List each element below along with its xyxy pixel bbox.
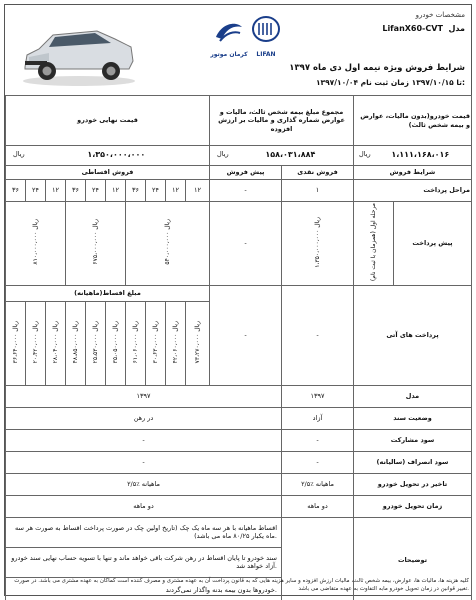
model-installment: ۱۳۹۷ xyxy=(6,385,282,407)
months-cell: ۳۶ xyxy=(126,180,146,202)
model-value: LifanX60-CVT xyxy=(382,24,443,33)
delay-cash: ۲/۵٪ ماهیانه xyxy=(282,473,354,495)
tax-cell: ریال ۱۵۸،۰۳۱،۸۸۴ xyxy=(210,146,354,166)
installment-value: ۴۲،۰۶۰،۰۰۰ ریال xyxy=(166,301,186,385)
final-price-label: قیمت نهایی خودرو xyxy=(6,96,210,146)
installment-value: ۲۸،۰۴۰،۰۰۰ ریال xyxy=(46,301,66,385)
months-cell: ۲۴ xyxy=(86,180,106,202)
deposit-sublabel: مرحله اول (همزمان با ثبت نام) xyxy=(354,202,394,286)
cash-sale-header: فروش نقدی xyxy=(282,166,354,180)
note-3: خودروها بدون بیمه بدنه واگذار نمی‌گردند. xyxy=(6,577,282,600)
cancel-installment: - xyxy=(6,451,282,473)
installment-value: ۳۶،۶۴۰،۰۰۰ ریال xyxy=(6,301,26,385)
stage-pre: - xyxy=(210,180,282,202)
doc-installment: در رهن xyxy=(6,407,282,429)
net-price-label: قیمت خودرو(بدون مالیات، عوارض و بیمه شخص ثالث) xyxy=(354,96,472,146)
conditions-table xyxy=(5,95,472,600)
doc-cash: آزاد xyxy=(282,407,354,429)
months-cell: ۱۲ xyxy=(46,180,66,202)
lifan-wordmark: LIFAN xyxy=(256,51,276,58)
pre-sale-header: پیش فروش xyxy=(210,166,282,180)
delivery-row-label: زمان تحویل خودرو xyxy=(354,495,472,517)
price-sheet xyxy=(4,4,472,596)
deposit-label: پیش پرداخت xyxy=(394,202,472,286)
notes-row-label: توضیحات xyxy=(354,517,472,600)
participation-row-label: سود مشارکت xyxy=(354,429,472,451)
spec-label: مشخصات خودرو xyxy=(415,11,465,19)
installment-value: ۳۰،۶۳۰،۰۰۰ ریال xyxy=(146,301,166,385)
months-cell: ۱۲ xyxy=(166,180,186,202)
months-cell: ۳۶ xyxy=(6,180,26,202)
months-cell: ۲۴ xyxy=(26,180,46,202)
delay-row-label: تاخیر در تحویل خودرو xyxy=(354,473,472,495)
deposit-cash: ۱،۳۵۰،۰۰۰،۰۰۰ ریال xyxy=(282,202,354,286)
kerman-motor-logo-icon xyxy=(212,15,246,49)
delivery-cash: دو ماهه xyxy=(282,495,354,517)
months-cell: ۲۴ xyxy=(146,180,166,202)
delay-installment: ۲/۵٪ ماهیانه xyxy=(6,473,282,495)
participation-cash: - xyxy=(282,429,354,451)
final-price-value: ۱،۳۵۰،۰۰۰،۰۰۰ xyxy=(87,150,146,160)
deposit-pre: - xyxy=(210,202,282,286)
tax-label: مجموع مبلغ بیمه شخص ثالث، مالیات و عوارض شماره گذاری و مالیات بر ارزش افزوده xyxy=(210,96,354,146)
future-pre: - xyxy=(210,285,282,385)
kerman-motor-wordmark: کرمان موتور xyxy=(210,51,248,58)
installment-value: ۴۸،۸۵۰،۰۰۰ ریال xyxy=(66,301,86,385)
months-cell: ۳۶ xyxy=(66,180,86,202)
net-price-cell: ریال ۱،۱۱۱،۱۶۸،۰۱۶ xyxy=(354,146,472,166)
installment-value: ۶۱،۰۶۰،۰۰۰ ریال xyxy=(126,301,146,385)
note-1: اقساط ماهیانه با هر سه ماه یک چک (تاریخ اولین چک در صورت پرداخت اقساط به صورت هر سه ماه یکبار ۸۰/۲۵ ماه می باشد). xyxy=(6,517,282,547)
registration-value: ۱۳۹۷/۱۰/۰۴ تا ۱۳۹۷/۱۰/۱۵ xyxy=(315,78,462,87)
installment-value: ۷۳،۲۷۰،۰۰۰ ریال xyxy=(186,301,210,385)
conditions-title: شرایط فروش xyxy=(354,166,472,180)
installment-value: ۳۵،۰۵۰،۰۰۰ ریال xyxy=(106,301,126,385)
net-price-value: ۱،۱۱۱،۱۶۸،۰۱۶ xyxy=(391,150,450,160)
participation-installment: - xyxy=(6,429,282,451)
model-line xyxy=(382,24,465,33)
lifan-logo-icon xyxy=(251,15,281,49)
deposit-group-2: ۶۷۵،۰۰۰،۰۰۰ ریال xyxy=(66,202,126,286)
model-row-label: مدل xyxy=(354,385,472,407)
cancel-row-label: سود انصراف (سالیانه) xyxy=(354,451,472,473)
sheet-header xyxy=(5,5,471,95)
model-label: مدل xyxy=(448,24,465,33)
delivery-installment: دو ماهه xyxy=(6,495,282,517)
future-cash: - xyxy=(282,285,354,385)
installment-amount-title: مبلغ اقساط(ماهیانه) xyxy=(6,285,210,301)
footer-disclaimer: کلیه هزینه ها، مالیات ها، عوارض، بیمه شخص ثالث، مالیات ارزش افزوده و سایر هزینه هایی که به قانون پرداخت آن به عهده مشتری و مصرف کننده است کماکان به عهده مشتری می باشد. در صورت تغییر قوانین در زمان تحویل خودرو مابه التفاوت به عهده متقاضی می باشد. xyxy=(14,578,469,592)
stage-cash: ۱ xyxy=(282,180,354,202)
installment-header: فروش اقساطی xyxy=(6,166,210,180)
registration-period xyxy=(316,78,465,87)
note-2: سند خودرو تا پایان اقساط در رهن شرکت باقی خواهد ماند و تنها با تسویه حساب نهایی سند خودرو آزاد خواهد شد. xyxy=(6,547,282,577)
page-title: شرایط فروش ویژه نیمه اول دی ماه ۱۳۹۷ xyxy=(289,63,465,73)
doc-row-label: وضعیت سند xyxy=(354,407,472,429)
months-cell: ۱۲ xyxy=(106,180,126,202)
model-cash: ۱۳۹۷ xyxy=(282,385,354,407)
car-image xyxy=(19,17,137,89)
deposit-group-1: ۵۴۰،۰۰۰،۰۰۰ ریال xyxy=(126,202,210,286)
registration-label: زمان ثبت نام: xyxy=(360,78,465,87)
stage-label: مراحل پرداخت xyxy=(354,180,472,202)
deposit-group-3: ۸۱۰،۰۰۰،۰۰۰ ریال xyxy=(6,202,66,286)
final-price-cell: ریال ۱،۳۵۰،۰۰۰،۰۰۰ xyxy=(6,146,210,166)
future-label: پرداخت های آتی xyxy=(354,285,472,385)
cancel-cash: - xyxy=(282,451,354,473)
months-cell: ۱۲ xyxy=(186,180,210,202)
installment-value: ۲۰،۴۲۰،۰۰۰ ریال xyxy=(26,301,46,385)
tax-value: ۱۵۸،۰۳۱،۸۸۴ xyxy=(265,150,316,160)
installment-value: ۲۵،۵۳۰،۰۰۰ ریال xyxy=(86,301,106,385)
